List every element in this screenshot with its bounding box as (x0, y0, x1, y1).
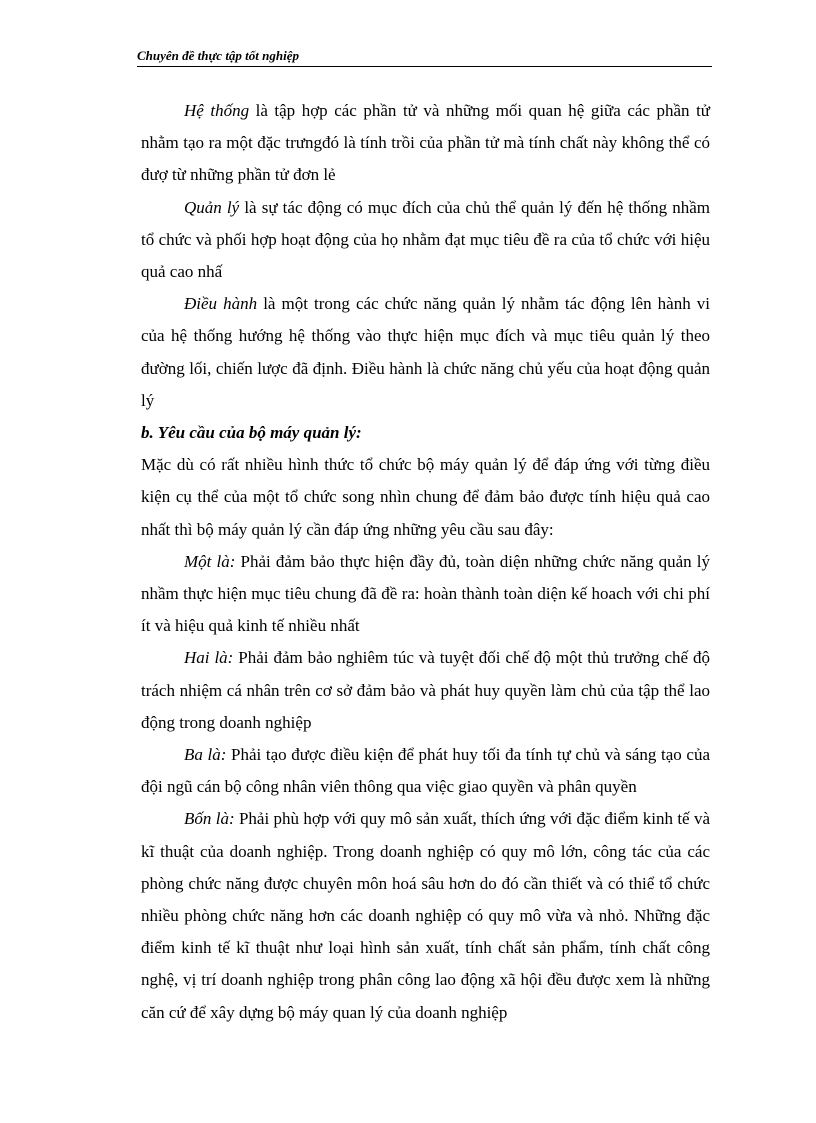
requirement-label: Hai là: (184, 648, 234, 668)
body-text (141, 95, 710, 1029)
term: Quản lý (184, 197, 240, 217)
requirement-label: Ba là: (184, 745, 227, 765)
requirement-label: Bốn là: (184, 809, 235, 829)
term: Hệ thống (184, 101, 250, 120)
requirement-text: Phải phù hợp với quy mô sản xuất, thích ứng với đặc điểm kinh tế và kĩ thuật của doanh nghiệp. Trong doanh nghiệp có quy mô lớn, công tác của các phòng chức năng được chuyên môn hoá sâu hơn do đó cần thiết và có thiể tổ chức nhiều phòng chức năng hơn các doanh nghiệp có quy mô vừa và nhỏ. Những đặc điểm kinh tế kĩ thuật như loại hình sản xuất, tính chất sản phẩm, tính chất công nghệ, vị trí doanh nghiệp trong phân công lao động xã hội đều được xem là những căn cứ để xây dựng bộ máy quan lý của doanh nghiệp (141, 809, 710, 1022)
requirement-paragraph (141, 642, 710, 739)
requirement-paragraph (141, 739, 710, 803)
requirement-paragraph (141, 803, 710, 1028)
definition-text: là sự tác động có mục đích của chủ thể quản lý đến hệ thống nhầm tổ chức và phối hợp hoạt động của họ nhằm đạt mục tiêu đề ra của tổ chức với hiệu quả cao nhấ (141, 197, 710, 282)
definition-text: là một trong các chức năng quản lý nhằm tác động lên hành vi của hệ thống hướng hệ thống vào thực hiện mục đích và mục tiêu quản lý theo đường lối, chiến lược đã định. Điều hành là chức năng chủ yếu của hoạt động quản lý (141, 294, 711, 410)
requirement-text: Phải đảm bảo thực hiện đầy đủ, toàn diện những chức năng quản lý nhầm thực hiện mục tiêu chung đã đề ra: hoàn thành toàn diện kế hoach với chi phí ít và hiệu quả kinh tế nhiều nhất (141, 551, 710, 636)
requirement-text: Phải tạo được điều kiện để phát huy tối đa tính tự chủ và sáng tạo của đội ngũ cán bộ công nhân viên thông qua việc giao quyền và phân quyền (141, 745, 710, 797)
section-heading: b. Yêu cầu của bộ máy quản lý: (141, 423, 362, 443)
intro-paragraph: Mặc dù có rất nhiều hình thức tổ chức bộ máy quản lý để đáp ứng với từng điều kiện cụ thể của một tổ chức song nhìn chung để đảm bảo được tính hiệu quả cao nhất thì bộ máy quản lý cần đáp ứng những yêu cầu sau đây: (141, 455, 710, 539)
definition-paragraph (141, 192, 710, 289)
requirement-paragraph (141, 546, 710, 643)
definition-text: là tập hợp các phần tử và những mối quan hệ giữa các phần tử nhằm tạo ra một đặc trưngđó là tính trồi của phần tử mà tính chất này không thể có đượ từ những phần tử đơn lẻ (141, 101, 711, 185)
requirement-text: Phải đảm bảo nghiêm túc và tuyệt đối chế độ một thủ trưởng chế độ trách nhiệm cá nhân trên cơ sở đảm bảo và phát huy quyền làm chủ của tập thể lao động trong doanh nghiệp (141, 648, 711, 732)
running-header: Chuyên đề thực tập tốt nghiệp (137, 48, 299, 63)
requirement-label: Một là: (184, 551, 236, 571)
definition-paragraph (141, 95, 710, 192)
definition-paragraph (141, 288, 710, 417)
header-rule (137, 66, 712, 67)
term: Điều hành (184, 294, 258, 314)
